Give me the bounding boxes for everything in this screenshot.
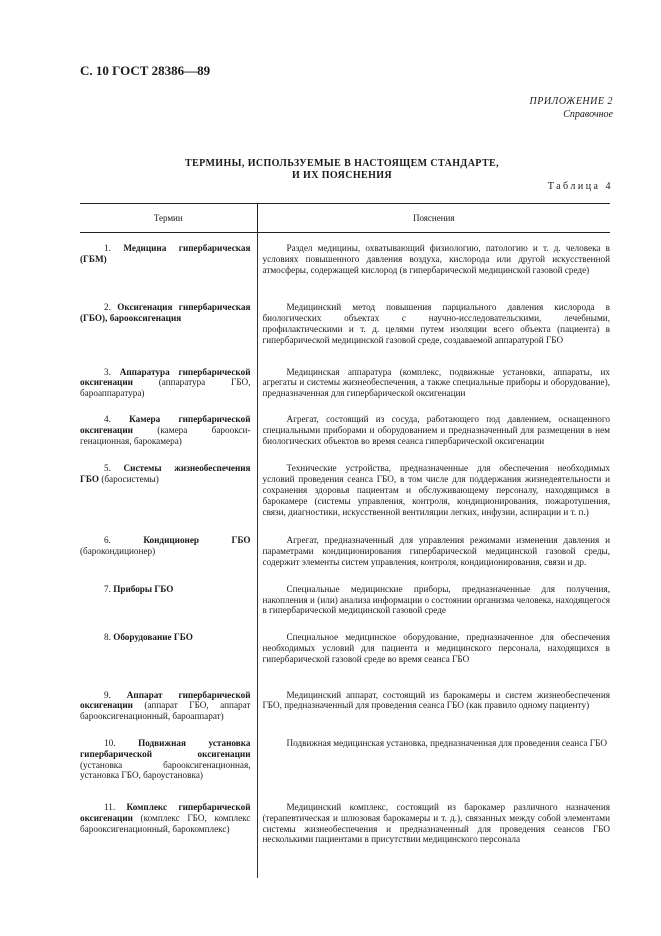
column-header-term: Термин <box>80 204 257 233</box>
terms-table <box>80 203 610 878</box>
term-synonyms: (установка барооксигенационная, установка ГБО, бароустановка) <box>80 759 251 781</box>
term-name: Оксигенация гипербарическая (ГБО), барооксигенация <box>80 302 251 324</box>
explanation-cell <box>257 405 610 453</box>
table-header-row <box>80 204 610 233</box>
explanation-cell <box>257 622 610 672</box>
explanation-cell <box>257 574 610 622</box>
table-row <box>80 673 610 728</box>
term-text <box>80 414 251 446</box>
term-number: 2. <box>104 302 111 313</box>
term-cell <box>80 574 257 622</box>
explanation-text: Специальное медицинское оборудование, предназначенное для обеспечения необходимых условий для пациента и медицинского персонала, находящихся в гипербарической газовой среде во время сеанса ГБО <box>262 632 610 664</box>
table-row <box>80 622 610 672</box>
explanation-cell <box>257 792 610 878</box>
term-number: 4. <box>104 413 111 424</box>
explanation-text: Агрегат, предназначенный для управления режимами изменения давления и параметрами кондиционирования гипербарической медицинской газовой среды, содержит элементы систем управления, контроля, кондиционирования, связи и др. <box>262 535 610 567</box>
term-name: Системы жизнеобеспечения ГБО <box>80 463 251 485</box>
table-row <box>80 233 610 290</box>
term-cell <box>80 289 257 353</box>
document-title <box>80 158 604 182</box>
term-number: 1. <box>104 243 111 253</box>
term-text <box>80 243 251 265</box>
term-cell <box>80 792 257 878</box>
term-number: 7. <box>104 583 111 594</box>
explanation-text: Медицинский аппарат, состоящий из барокамеры и систем жизнеобеспечения ГБО, предназначенный для проведения сеанса ГБО (как правило одному пациенту) <box>262 689 610 711</box>
term-cell <box>80 728 257 792</box>
term-synonyms: (аппаратура ГБО, бароаппаратура) <box>80 377 251 399</box>
term-text <box>80 584 251 595</box>
page-header: С. 10 ГОСТ 28386—89 <box>80 63 211 78</box>
table-row <box>80 728 610 792</box>
table-row <box>80 792 610 878</box>
column-header-explanation: Пояснения <box>257 204 610 233</box>
appendix-title: ПРИЛОЖЕНИЕ 2 <box>529 96 613 107</box>
explanation-text: Медицинский комплекс, состоящий из барокамер различного назначения (терапевтическая и шлюзовая барокамеры и т. д.), связанных между собой элементами системы жизнеобеспечения и предназначенный для проведения сеансов ГБО несколькими пациентами в присутствии медицинского персонала <box>262 802 610 845</box>
explanation-text: Подвижная медицинская установка, предназначенная для проведения сеанса ГБО <box>286 737 607 748</box>
explanation-text: Раздел медицины, охватывающий физиологию, патологию и т. д. человека в условиях повышенного давления воздуха, кислорода или другой искусственной атмосферы, содержащей кислород (в гипербарической медицинской газовой среде) <box>262 243 610 275</box>
term-synonyms: (баросистемы) <box>99 474 159 485</box>
term-cell <box>80 233 257 290</box>
term-name: Приборы ГБО <box>113 583 174 594</box>
explanation-text: Специальные медицинские приборы, предназначенные для получения, накопления и (или) анализа информации о состоянии организма человека, находящегося в гипербарической медицинской газовой среде <box>262 583 610 616</box>
table-label: Таблица 4 <box>547 181 613 192</box>
term-cell <box>80 523 257 573</box>
explanation-text: Медицинский метод повышения парциального давления кислорода в биологических объектах с научно-исследовательскими, лечебными, профилактическими и т. д. целями путем изоляции всего объекта (пациента) в гипербарической медицинской газовой среде, создаваемой аппаратурой ГБО <box>262 302 610 345</box>
term-text <box>80 463 251 485</box>
term-number: 8. <box>104 632 111 643</box>
term-synonyms: (комплекс ГБО, комплекс барооксигенационный, барокомплекс) <box>80 812 251 834</box>
term-name: Аппарат гипербарической оксигенации <box>80 689 251 711</box>
term-text <box>80 367 251 399</box>
table-row <box>80 289 610 353</box>
term-cell <box>80 405 257 453</box>
table-row <box>80 453 610 523</box>
table-row <box>80 354 610 405</box>
term-name: Комплекс гипербарической оксигенации <box>80 802 251 823</box>
explanation-cell <box>257 523 610 573</box>
term-cell <box>80 453 257 523</box>
term-cell <box>80 622 257 672</box>
term-name: Камера гипербарической оксигенации <box>80 413 251 435</box>
term-number: 11. <box>104 802 116 813</box>
term-text <box>80 632 251 643</box>
term-cell <box>80 673 257 728</box>
term-text <box>80 535 251 557</box>
explanation-text: Технические устройства, предназначенные для обеспечения необходимых условий проведения сеанса ГБО, в том числе для поддержания жизнедеятельности и сохранения здоровья пациентам и обслуживающему персоналу, находящимся в барокамере (системы управления, контроля, кондиционирования, пожаротушения, связи, диагностики, искусственной вентиляции легких, инфузии, аспирации и т. п.) <box>262 463 610 517</box>
explanation-cell <box>257 354 610 405</box>
term-synonyms: (аппарат ГБО, аппарат барооксигенационный, бароаппарат) <box>80 700 251 722</box>
term-cell <box>80 354 257 405</box>
term-name: Медицина гипербарическая (ГБМ) <box>80 243 251 264</box>
explanation-cell <box>257 453 610 523</box>
explanation-cell <box>257 728 610 792</box>
document-title-line-2: И ИХ ПОЯСНЕНИЯ <box>291 170 393 181</box>
term-number: 3. <box>104 366 111 377</box>
appendix-subtitle: Справочное <box>563 109 613 120</box>
table-row <box>80 523 610 573</box>
term-text <box>80 302 251 324</box>
explanation-cell <box>257 673 610 728</box>
term-name: Подвижная установка гипербарической оксигенации <box>80 737 251 759</box>
explanation-text: Агрегат, состоящий из сосуда, работающего под давлением, оснащенного специальными приборами и оборудованием и предназначенный для размещения в нем биологических объектов во время сеанса гипербарической оксигенации <box>262 413 610 446</box>
term-text <box>80 738 251 781</box>
term-number: 10. <box>104 737 116 748</box>
term-name: Кондиционер ГБО <box>143 535 251 546</box>
term-name: Аппаратура гипербарической оксигенации <box>80 366 251 388</box>
document-title-line-1: ТЕРМИНЫ, ИСПОЛЬЗУЕМЫЕ В НАСТОЯЩЕМ СТАНДАРТЕ, <box>185 158 499 169</box>
term-number: 9. <box>104 689 111 700</box>
table-row <box>80 574 610 622</box>
explanation-text: Медицинская аппаратура (комплекс, подвижные установки, аппараты, их агрегаты и системы жизнеобеспечения, а также специальные приборы и оборудование), предназначенная для гипербарической оксигенации <box>262 366 610 399</box>
term-name: Оборудование ГБО <box>113 632 193 643</box>
term-synonyms: (барокондиционер) <box>80 546 156 557</box>
term-text <box>80 690 251 722</box>
term-number: 6. <box>104 535 111 546</box>
term-number: 5. <box>104 463 111 474</box>
term-synonyms: (камера барооксигенационная, барокамера) <box>80 424 251 446</box>
appendix-label <box>530 95 614 121</box>
term-text <box>80 802 251 834</box>
explanation-cell <box>257 289 610 353</box>
table-row <box>80 405 610 453</box>
explanation-cell <box>257 233 610 290</box>
